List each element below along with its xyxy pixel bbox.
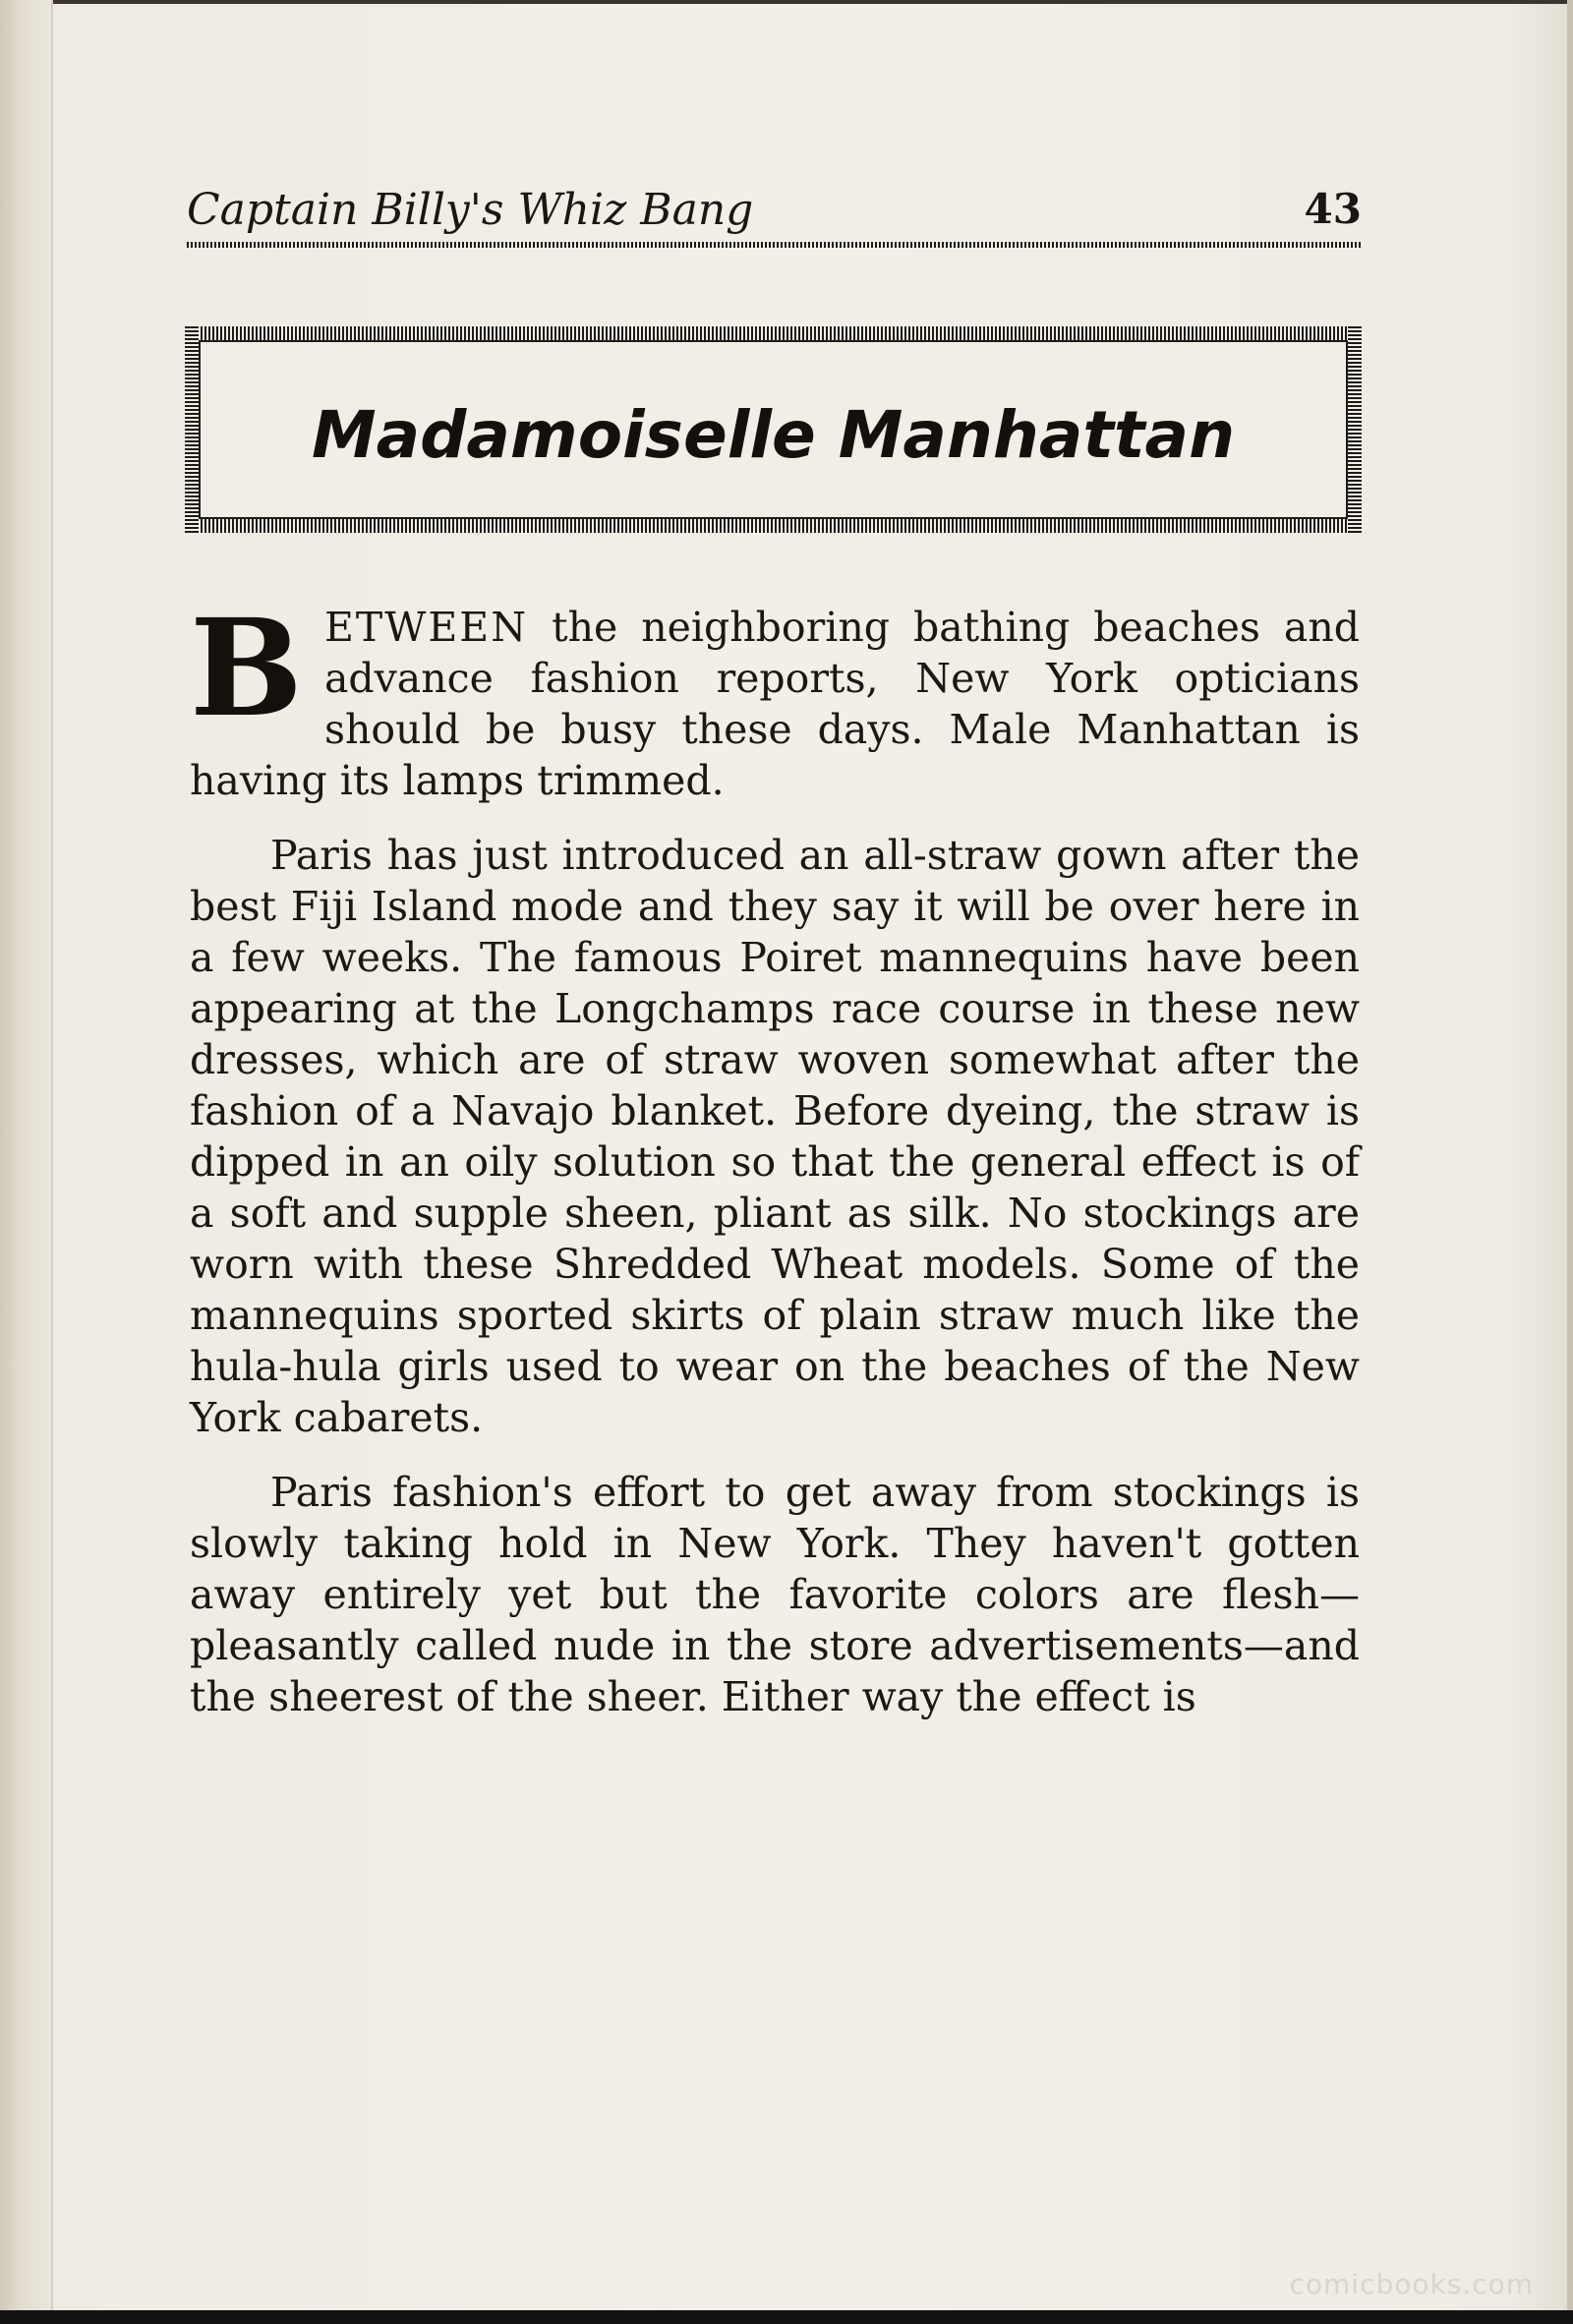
paragraph-3: Paris fashion's effort to get away from stockings is slowly taking hold in New York. They haven't gotten away entirely yet but the favorite colors are flesh—pleasantly called nude in the store advertisements—and the sheerest of the sheer. Either way the effect is <box>190 1469 1360 1720</box>
title-box-border-left <box>185 326 199 533</box>
article-title-box <box>185 326 1362 533</box>
article-title: Madamoiselle Manhattan <box>311 397 1236 473</box>
drop-cap: B <box>190 590 303 747</box>
header-rule <box>187 242 1362 248</box>
title-box-border-bottom <box>185 519 1362 533</box>
page-binding <box>0 0 53 2324</box>
first-word: ETWEEN <box>323 604 529 651</box>
title-box-border-top <box>185 326 1362 340</box>
title-box-inner <box>199 340 1348 519</box>
article-body <box>190 590 1360 1722</box>
journal-title: Captain Billy's Whiz Bang <box>187 185 754 235</box>
page-bottom-edge <box>0 2310 1573 2324</box>
running-head <box>187 185 1362 246</box>
paragraph-2: Paris has just introduced an all-straw gown after the best Fiji Island mode and they say it will be over here in a few weeks. The famous Poiret mannequins have been appearing at the Longchamps race course in these new dresses, which are of straw woven somewhat after the fashion of a Navajo blanket. Before dyeing, the straw is dipped in an oily solution so that the general effect is of a soft and supple sheen, pliant as silk. No stockings are worn with these Shredded Wheat models. Some of the mannequins sported skirts of plain straw much like the hula-hula girls used to wear on the beaches of the New York cabarets. <box>190 832 1360 1441</box>
page-top-edge <box>0 0 1573 4</box>
paragraph-1-text: the neighboring bathing beaches and advance fashion reports, New York opticians should be busy these days. Male Manhattan is having its lamps trimmed. <box>190 604 1360 804</box>
page-right-edge <box>1567 0 1573 2324</box>
title-box-border-right <box>1348 326 1362 533</box>
paragraph-1 <box>190 590 1360 806</box>
page-number: 43 <box>1304 185 1362 233</box>
watermark: comicbooks.com <box>1289 2268 1534 2300</box>
